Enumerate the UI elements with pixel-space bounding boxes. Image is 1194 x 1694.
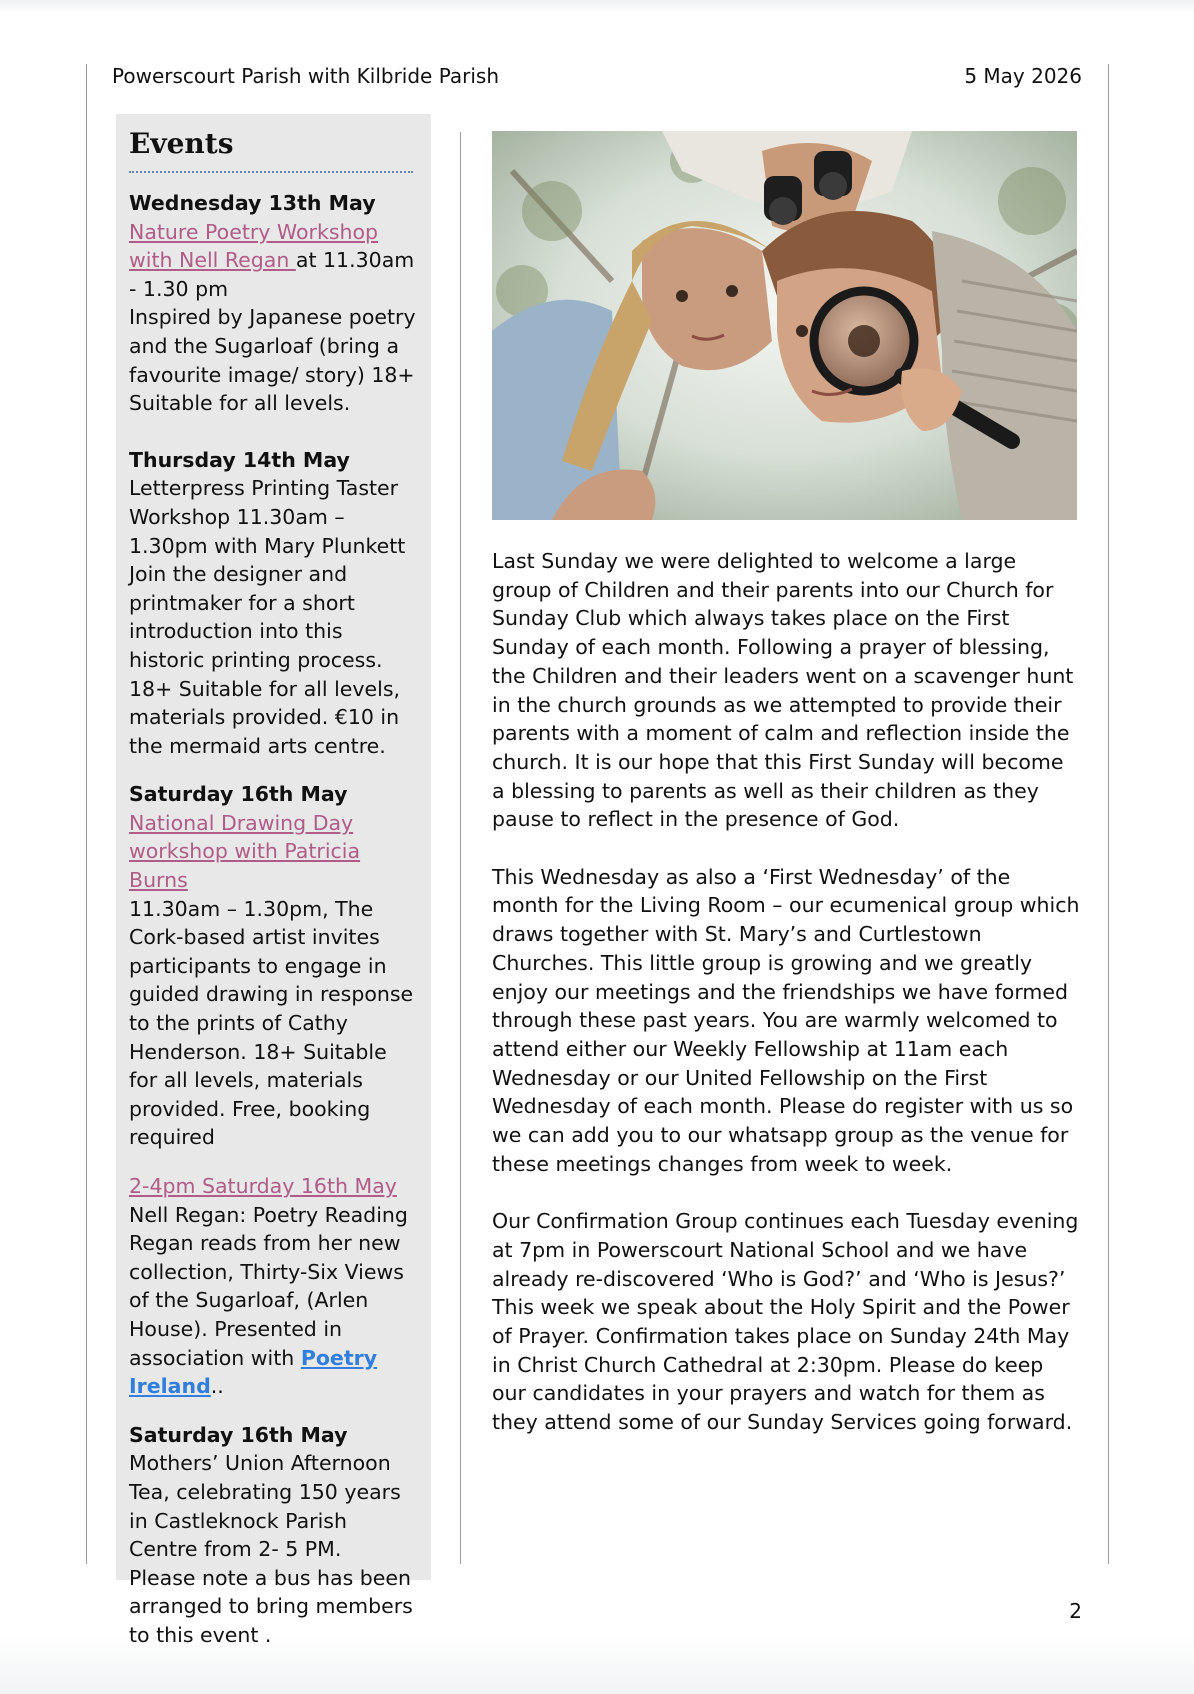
- event-4-body: [129, 1201, 421, 1401]
- article-paragraph: This Wednesday as also a ‘First Wednesday’ of the month for the Living Room – our ecumenical group which draws together with St. Mary’s and Curtlestown Churches. This little group is growing and we greatly enjoy our meetings and the friendships we have formed through these past years. You are warmly welcomed to attend either our Weekly Fellowship at 11am each Wednesday or our United Fellowship on the First Wednesday of each month. Please do register with us so we can add you to our whatsapp group as the venue for these meetings changes from week to week.: [492, 864, 1080, 1176]
- link-suffix: ..: [210, 1374, 224, 1399]
- right-margin-rule: [1108, 64, 1109, 1564]
- spacer: [129, 418, 421, 446]
- spacer: [129, 760, 421, 780]
- event-4-link-line: [129, 1172, 421, 1201]
- event-title: Letterpress Printing Taster Workshop 11.30am – 1.30pm with Mary Plunkett: [129, 476, 406, 558]
- event-3-link-line: [129, 809, 421, 895]
- event-link[interactable]: 2-4pm Saturday 16th May: [129, 1174, 397, 1198]
- parish-name: Powerscourt Parish with Kilbride Parish: [112, 64, 500, 88]
- event-link[interactable]: National Drawing Day workshop with Patricia Burns: [129, 810, 361, 893]
- spacer: [129, 1401, 421, 1421]
- left-margin-rule: [86, 64, 87, 1564]
- event-title: Mothers’ Union Afternoon Tea, celebrating 150 years in Castleknock Parish Centre from 2- 5 PM.: [129, 1451, 401, 1562]
- event-time: at 11.30am - 1.30 pm: [129, 248, 415, 301]
- event-date: Saturday 16th May: [129, 1422, 348, 1447]
- article-paragraph: Last Sunday we were delighted to welcome a large group of Children and their parents into our Church for Sunday Club which always takes place on the First Sunday of each month. Following a prayer of blessing, the Children and their leaders went on a scavenger hunt in the church grounds as we attempted to provide their parents with a moment of calm and reflection inside the church. It is our hope that this First Sunday will become a blessing to parents as well as their children as they pause to reflect in the presence of God.: [492, 549, 1074, 832]
- event-description: Please note a bus has been arranged to bring members to this event .: [129, 1565, 413, 1647]
- event-description: 11.30am – 1.30pm, The Cork-based artist invites participants to engage in guided drawing in response to the prints of Cathy Henderson. 18+ Suitable for all levels, materials provided. Free, booking required: [129, 896, 414, 1150]
- spacer: [129, 1152, 421, 1172]
- column-divider: [460, 132, 461, 1564]
- article-paragraph: Our Confirmation Group continues each Tuesday evening at 7pm in Powerscourt National School and we have already re-discovered ‘Who is God?’ and ‘Who is Jesus?’ This week we speak about the Holy Spirit and the Power of Prayer. Confirmation takes place on Sunday 24th May in Christ Church Cathedral at 2:30pm. Please do keep our candidates in your prayers and watch for them as they attend some of our Sunday Services going forward.: [492, 1209, 1079, 1435]
- event-description: Nell Regan: Poetry Reading Regan reads from her new collection, Thirty-Six Views of the Sugarloaf, (Arlen House). Presented in association with: [129, 1202, 408, 1370]
- event-date: Wednesday 13th May: [129, 191, 376, 215]
- article-text: [492, 547, 1082, 1465]
- children-photo: [492, 131, 1077, 520]
- events-heading: Events: [129, 127, 234, 160]
- page-number: 2: [1069, 1599, 1082, 1623]
- events-list: [129, 189, 421, 1650]
- event-description: Inspired by Japanese poetry and the Sugarloaf (bring a favourite image/ story) 18+ Suitable for all levels.: [129, 305, 416, 416]
- heading-dotted-rule: [129, 171, 413, 173]
- event-description: Join the designer and printmaker for a short introduction into this historic printing process. 18+ Suitable for all levels, materials provided. €10 in the mermaid arts centre.: [129, 562, 401, 758]
- poetry-ireland-link[interactable]: Poetry Ireland: [129, 1345, 378, 1399]
- children-photo-illustration: [492, 131, 1077, 520]
- event-date: Thursday 14th May: [129, 447, 350, 472]
- event-date: Saturday 16th May: [129, 782, 348, 807]
- event-link[interactable]: Nature Poetry Workshop with Nell Regan: [129, 219, 379, 273]
- issue-date: 5 May 2026: [964, 64, 1082, 88]
- top-shade: [0, 0, 1194, 14]
- event-1-body: [129, 218, 421, 304]
